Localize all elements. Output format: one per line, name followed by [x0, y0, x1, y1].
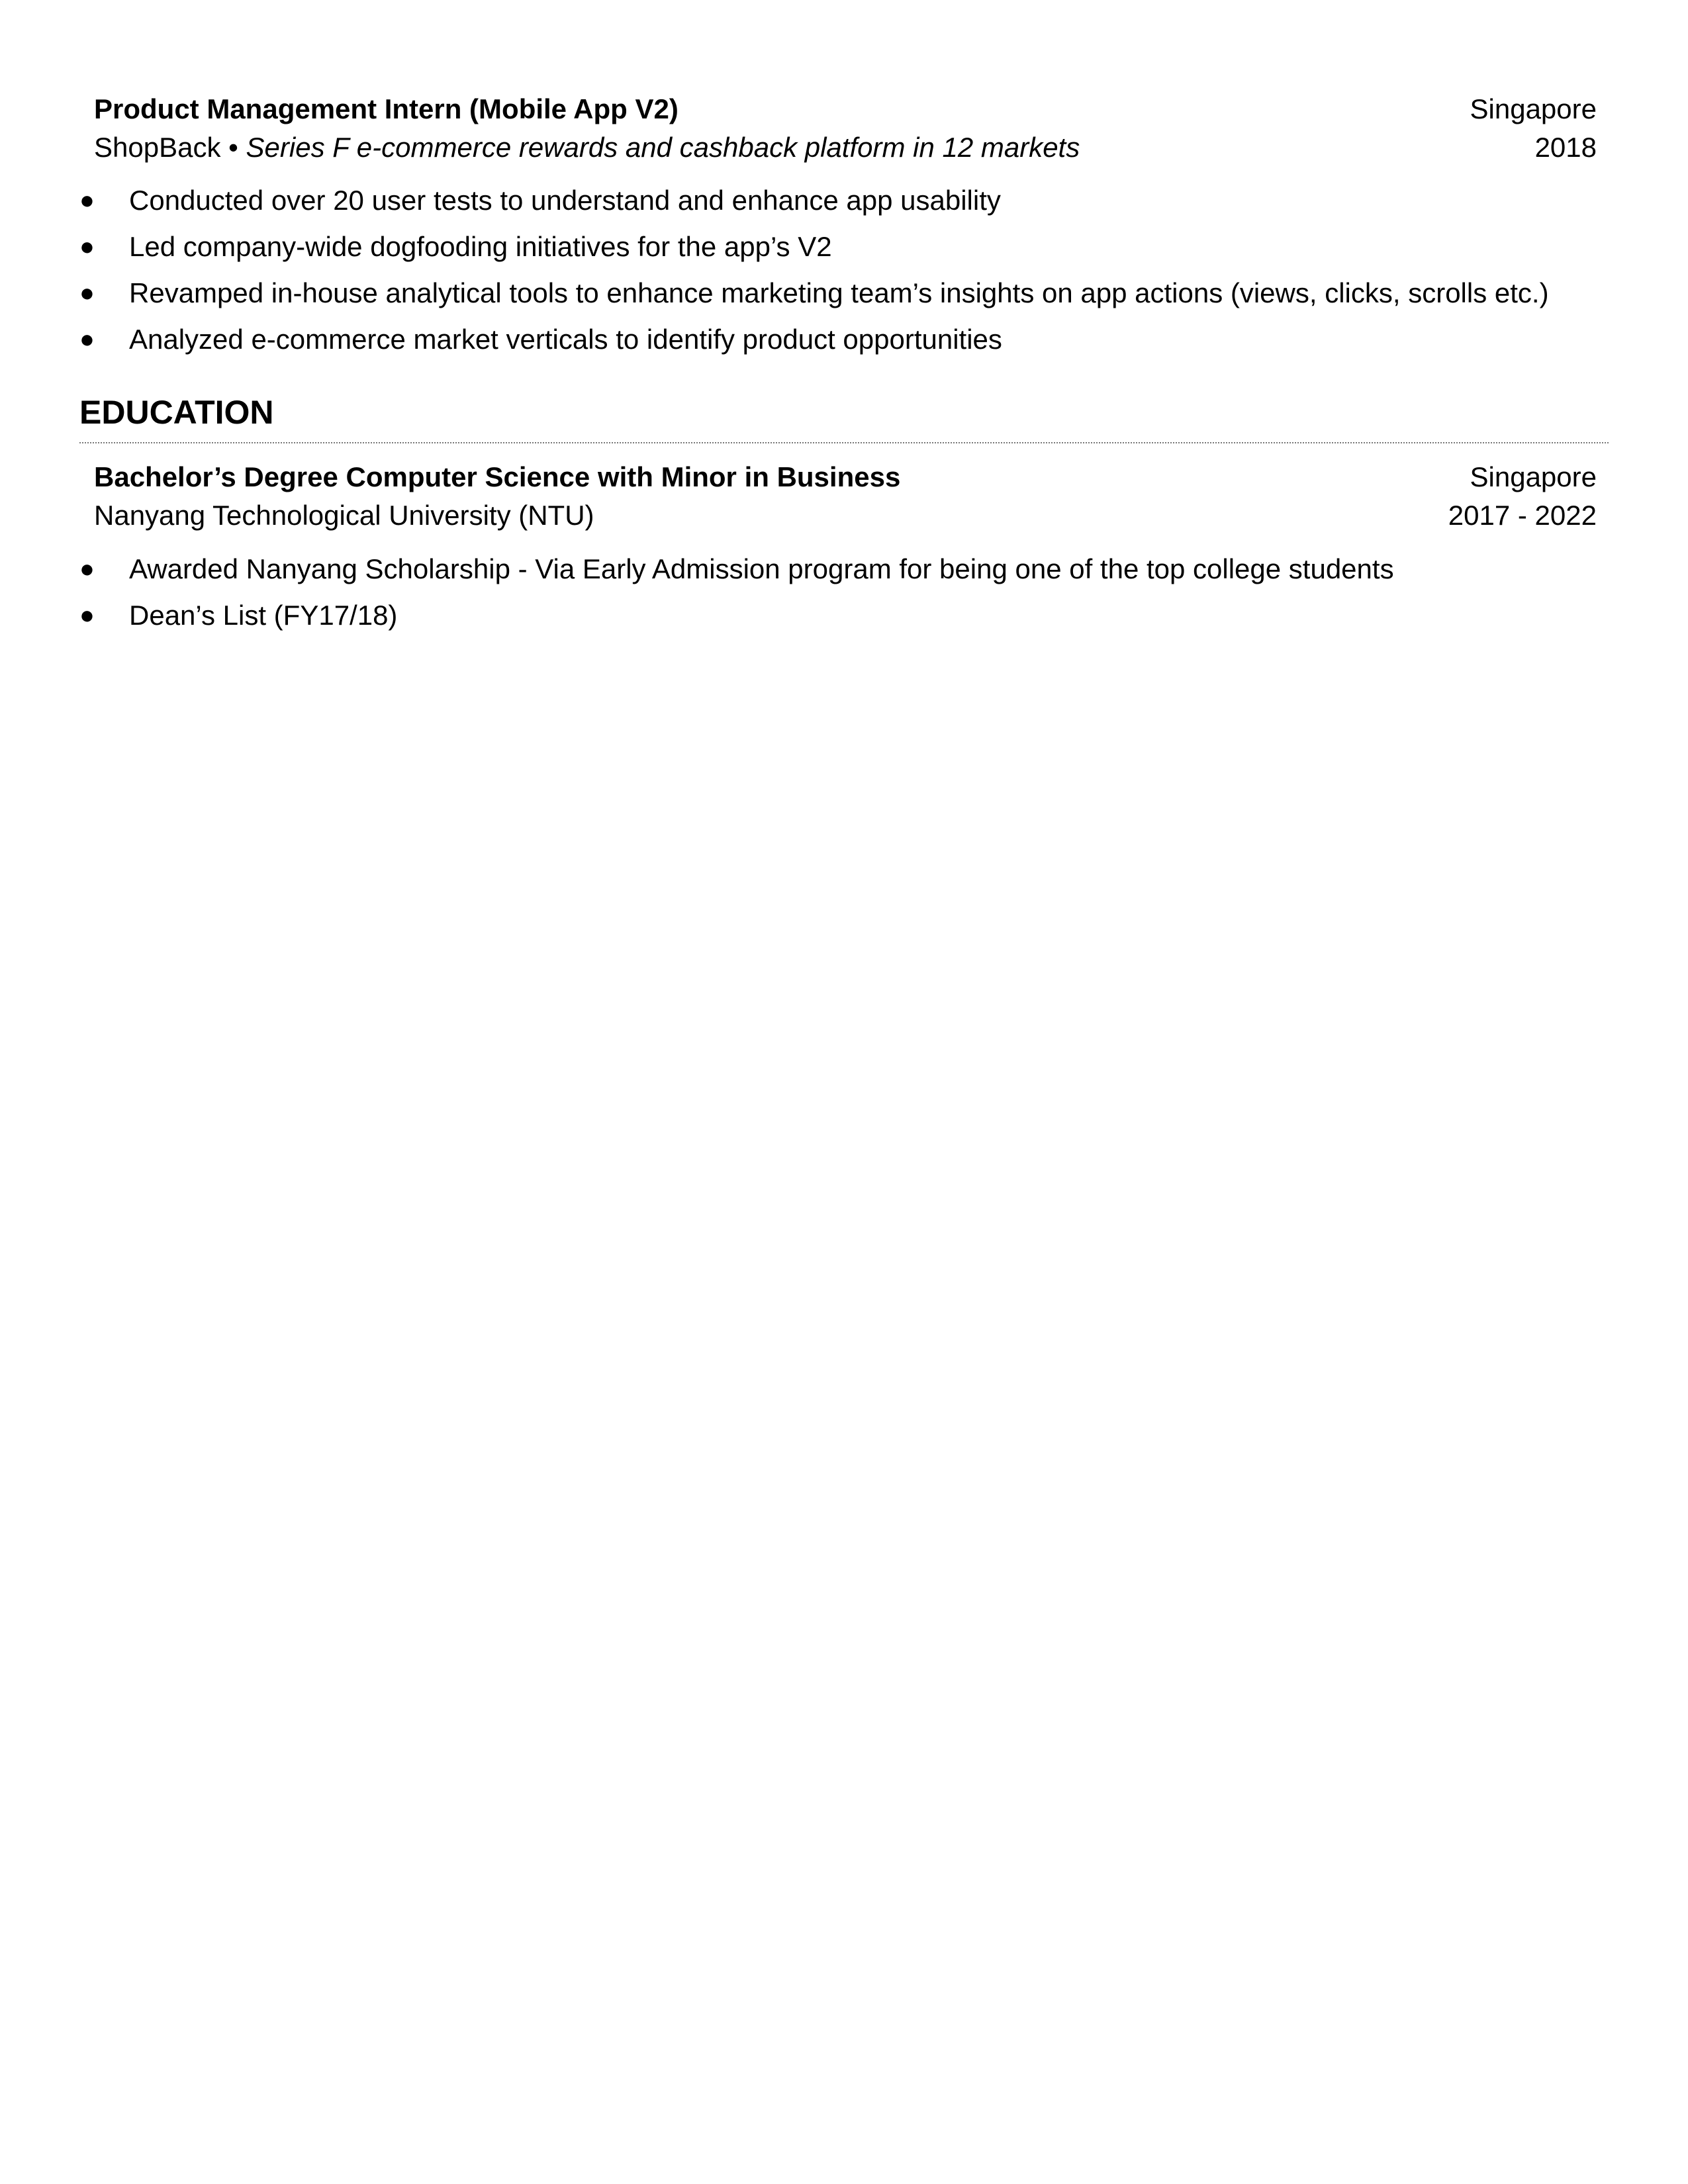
experience-title-row [94, 90, 1597, 128]
education-entry-header [94, 458, 1597, 535]
education-school-row [94, 496, 1597, 535]
list-item [79, 177, 1602, 224]
bullet-text: Awarded Nanyang Scholarship - Via Early Admission program for being one of the top college students [129, 553, 1394, 584]
list-item [79, 224, 1602, 270]
list-item [79, 592, 1602, 639]
job-location: Singapore [1470, 93, 1597, 124]
experience-entry-header [94, 90, 1597, 167]
experience-company-row [94, 128, 1597, 167]
company-separator: • [220, 132, 246, 163]
bullet-text: Revamped in-house analytical tools to enhance marketing team’s insights on app actions (views, clicks, scrolls etc.) [129, 277, 1549, 308]
section-heading-education: EDUCATION [79, 394, 274, 431]
experience-bullet-list [79, 177, 1602, 363]
bullet-icon: ● [79, 555, 95, 583]
bullet-text: Dean’s List (FY17/18) [129, 600, 398, 631]
bullet-text: Led company-wide dogfooding initiatives for the app’s V2 [129, 231, 832, 262]
bullet-icon: ● [79, 602, 95, 629]
bullet-icon: ● [79, 326, 95, 353]
list-item [79, 270, 1602, 316]
bullet-text: Conducted over 20 user tests to understand and enhance app usability [129, 185, 1001, 216]
list-item [79, 546, 1602, 592]
education-date: 2017 - 2022 [1448, 500, 1597, 531]
section-divider [79, 442, 1609, 443]
bullet-icon: ● [79, 187, 95, 214]
company-name: ShopBack [94, 132, 221, 163]
bullet-icon: ● [79, 279, 95, 307]
bullet-text: Analyzed e-commerce market verticals to identify product opportunities [129, 324, 1002, 355]
company-description: Series F e-commerce rewards and cashback platform in 12 markets [246, 132, 1080, 163]
education-location: Singapore [1470, 461, 1597, 492]
job-date: 2018 [1534, 132, 1597, 163]
education-bullet-list [79, 546, 1602, 639]
company-line [94, 128, 1080, 167]
school-name: Nanyang Technological University (NTU) [94, 500, 594, 531]
job-title: Product Management Intern (Mobile App V2) [94, 93, 679, 124]
bullet-icon: ● [79, 233, 95, 261]
degree-title: Bachelor’s Degree Computer Science with Minor in Business [94, 461, 901, 492]
education-degree-row [94, 458, 1597, 496]
list-item [79, 316, 1602, 363]
